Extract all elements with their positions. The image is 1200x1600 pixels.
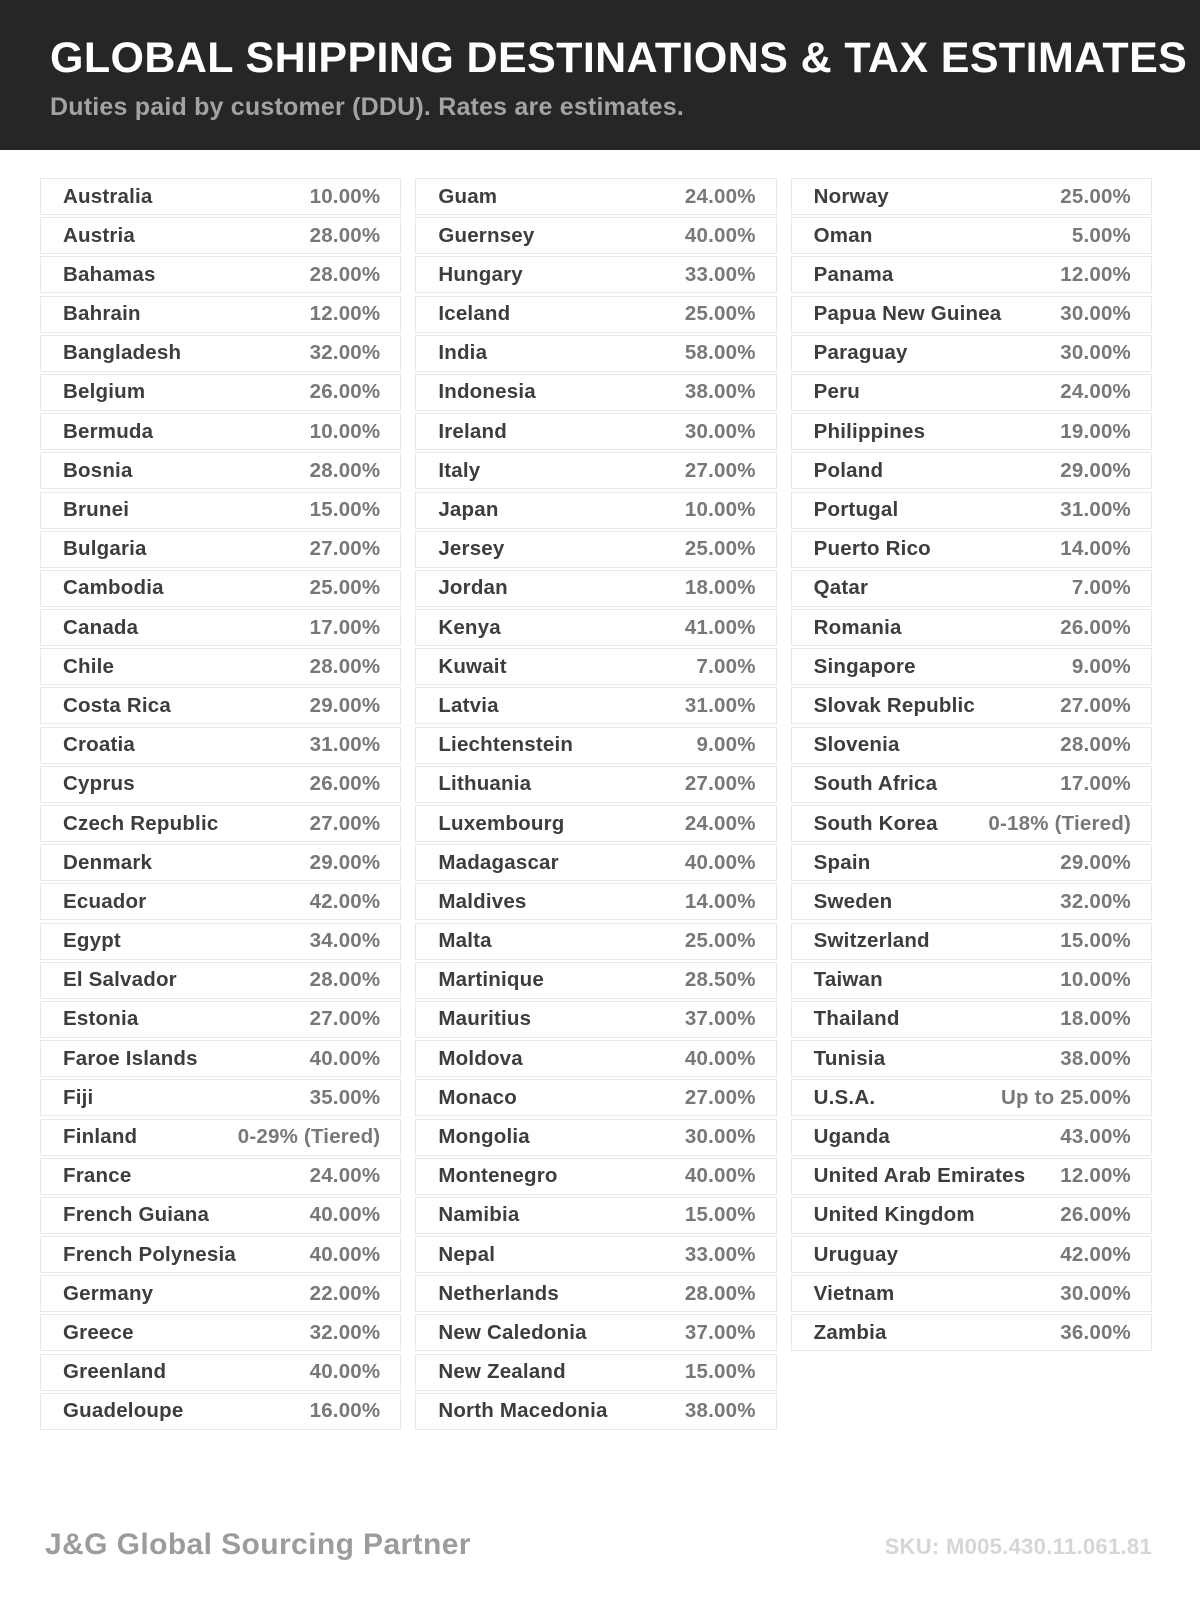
country-name: Madagascar (438, 850, 559, 874)
rate-row (40, 844, 401, 881)
country-name: Papua New Guinea (813, 302, 1002, 326)
tax-rate: 15.00% (309, 498, 381, 521)
tax-rate: 40.00% (309, 1046, 381, 1070)
tax-rate: 15.00% (684, 1360, 756, 1384)
tax-rate: 14.00% (684, 889, 756, 913)
rates-table (40, 178, 1152, 1430)
rate-row (791, 844, 1152, 881)
tax-rate: 25.00% (309, 576, 381, 600)
tax-rate: 10.00% (1060, 968, 1131, 992)
rate-row (40, 648, 401, 685)
country-name: Slovak Republic (813, 693, 976, 717)
tax-rate: 29.00% (1060, 850, 1131, 874)
rate-row (791, 374, 1152, 411)
country-name: France (63, 1164, 132, 1188)
tax-rate: 28.00% (309, 262, 381, 286)
country-name: Puerto Rico (813, 537, 931, 561)
country-name: Guernsey (438, 223, 535, 247)
tax-rate: 26.00% (1060, 1203, 1131, 1227)
tax-rate: 40.00% (684, 1164, 756, 1188)
page-title: GLOBAL SHIPPING DESTINATIONS & TAX ESTIMATES (50, 34, 1188, 82)
country-name: Austria (63, 223, 136, 247)
tax-rate: 29.00% (309, 850, 381, 874)
country-name: Sweden (813, 889, 893, 913)
rate-row (415, 531, 776, 568)
tax-rate: 42.00% (309, 889, 381, 913)
rate-row (415, 1001, 776, 1038)
tax-rate: 42.00% (1060, 1242, 1131, 1266)
country-name: Slovenia (813, 733, 900, 757)
country-name: South Korea (813, 811, 938, 835)
country-name: Japan (438, 498, 499, 521)
tax-rate: 24.00% (309, 1164, 381, 1188)
rate-row (415, 452, 776, 489)
tax-rate: 31.00% (309, 733, 381, 757)
country-name: Tunisia (813, 1046, 886, 1070)
country-name: Zambia (813, 1320, 887, 1344)
rate-row (415, 648, 776, 685)
rate-row (40, 727, 401, 764)
country-name: Uruguay (813, 1242, 899, 1266)
rate-row (40, 805, 401, 842)
tax-rate: 15.00% (1060, 929, 1131, 953)
brand-name: J&G Global Sourcing Partner (45, 1528, 471, 1561)
rate-row (791, 1158, 1152, 1195)
country-name: Poland (813, 458, 884, 482)
rate-row (791, 1236, 1152, 1273)
tax-rate: 27.00% (684, 1085, 756, 1109)
sku-label: SKU: M005.430.11.061.81 (884, 1534, 1152, 1559)
country-name: Guadeloupe (63, 1399, 184, 1423)
country-name: Liechtenstein (438, 733, 574, 757)
country-name: U.S.A. (813, 1085, 876, 1109)
country-name: Moldova (438, 1046, 523, 1070)
tax-rate: 32.00% (1060, 889, 1131, 913)
rate-row (415, 335, 776, 372)
country-name: Germany (63, 1281, 154, 1305)
country-name: Italy (438, 458, 481, 482)
tax-rate: 28.00% (309, 223, 381, 247)
tax-rate: 12.00% (1060, 262, 1131, 286)
rate-row (40, 1158, 401, 1195)
tax-rate: 9.00% (1071, 654, 1131, 678)
rate-row (791, 1197, 1152, 1234)
country-name: Paraguay (813, 341, 908, 365)
country-name: Jersey (438, 537, 505, 561)
footer (45, 1528, 1152, 1562)
country-name: Bulgaria (63, 537, 147, 561)
rate-row (40, 1040, 401, 1077)
tax-rate: 12.00% (309, 302, 381, 326)
tax-rate: 28.00% (1060, 733, 1131, 757)
rate-row (415, 766, 776, 803)
rate-row (40, 609, 401, 646)
country-name: New Zealand (438, 1360, 566, 1384)
country-name: Faroe Islands (63, 1046, 198, 1070)
rate-row (791, 531, 1152, 568)
tax-rate: 27.00% (309, 811, 381, 835)
country-name: Oman (813, 223, 873, 247)
rate-row (415, 570, 776, 607)
rate-row (791, 1040, 1152, 1077)
country-name: El Salvador (63, 968, 177, 992)
country-name: Philippines (813, 419, 926, 443)
rate-row (40, 296, 401, 333)
tax-rate: 10.00% (309, 184, 381, 208)
rate-row (415, 727, 776, 764)
tax-rate: 10.00% (684, 498, 756, 521)
tax-rate: 25.00% (1060, 184, 1131, 208)
tax-rate: 7.00% (696, 654, 756, 678)
tax-rate: 0-29% (Tiered) (237, 1125, 381, 1148)
tax-rate: 40.00% (309, 1242, 381, 1266)
tax-rate: 28.00% (309, 458, 381, 482)
tax-rate: 5.00% (1071, 223, 1131, 247)
tax-rate: 29.00% (1060, 458, 1131, 482)
country-name: Denmark (63, 850, 153, 874)
country-name: Indonesia (438, 380, 536, 404)
header-banner (0, 0, 1200, 150)
tax-rate: 38.00% (684, 380, 756, 404)
country-name: Uganda (813, 1125, 891, 1148)
rate-row (40, 766, 401, 803)
country-name: French Guiana (63, 1203, 210, 1227)
country-name: Spain (813, 850, 871, 874)
tax-rate: 17.00% (1060, 772, 1131, 796)
rate-row (415, 923, 776, 960)
country-name: Canada (63, 615, 139, 639)
rate-row (791, 923, 1152, 960)
tax-rate: 12.00% (1060, 1164, 1131, 1188)
country-name: Norway (813, 184, 889, 208)
rate-row (40, 1354, 401, 1391)
country-name: Ireland (438, 419, 507, 443)
rate-row (415, 1314, 776, 1351)
rate-row (415, 1197, 776, 1234)
rate-row (40, 1197, 401, 1234)
country-name: Croatia (63, 733, 136, 757)
tax-rate: 58.00% (684, 341, 756, 365)
tax-rate: 36.00% (1060, 1320, 1131, 1344)
rate-row (791, 217, 1152, 254)
rate-row (40, 570, 401, 607)
rate-row (415, 1119, 776, 1156)
rate-row (40, 1119, 401, 1156)
rate-row (40, 1236, 401, 1273)
country-name: Switzerland (813, 929, 930, 953)
rate-row (791, 452, 1152, 489)
country-name: Cambodia (63, 576, 164, 600)
country-name: Greenland (63, 1360, 167, 1384)
rate-row (415, 844, 776, 881)
rate-row (415, 1158, 776, 1195)
tax-rate: 30.00% (1060, 341, 1131, 365)
rate-row (791, 766, 1152, 803)
tax-rate: 40.00% (684, 223, 756, 247)
country-name: Latvia (438, 693, 499, 717)
rate-row (415, 413, 776, 450)
country-name: Jordan (438, 576, 508, 600)
rate-row (415, 609, 776, 646)
rate-row (791, 492, 1152, 529)
tax-rate: 22.00% (309, 1281, 381, 1305)
tax-rate: 37.00% (684, 1007, 756, 1031)
rate-row (415, 256, 776, 293)
tax-rate: 30.00% (684, 1125, 756, 1148)
country-name: Vietnam (813, 1281, 895, 1305)
tax-rate: 38.00% (684, 1399, 756, 1423)
tax-rate: 33.00% (684, 262, 756, 286)
rate-row (415, 492, 776, 529)
rate-row (791, 1001, 1152, 1038)
country-name: Finland (63, 1125, 138, 1148)
rate-row (415, 1040, 776, 1077)
rate-row (40, 178, 401, 215)
rate-row (791, 687, 1152, 724)
country-name: Bahrain (63, 302, 141, 326)
rate-row (40, 1393, 401, 1430)
country-name: Brunei (63, 498, 130, 521)
tax-rate: 24.00% (684, 184, 756, 208)
country-name: Panama (813, 262, 894, 286)
country-name: India (438, 341, 488, 365)
rate-row (791, 1275, 1152, 1312)
tax-rate: 25.00% (684, 537, 756, 561)
country-name: Costa Rica (63, 693, 171, 717)
tax-rate: 40.00% (684, 850, 756, 874)
tax-rate: 27.00% (684, 458, 756, 482)
rate-row (40, 687, 401, 724)
country-name: Fiji (63, 1085, 94, 1109)
country-name: Martinique (438, 968, 544, 992)
tax-rate: 32.00% (309, 341, 381, 365)
rate-row (791, 296, 1152, 333)
country-name: Estonia (63, 1007, 139, 1031)
country-name: French Polynesia (63, 1242, 236, 1266)
country-name: Maldives (438, 889, 527, 913)
rate-row (40, 883, 401, 920)
country-name: Bermuda (63, 419, 154, 443)
tax-rate: 27.00% (309, 1007, 381, 1031)
country-name: Hungary (438, 262, 523, 286)
tax-rate: 40.00% (309, 1203, 381, 1227)
rate-row (791, 335, 1152, 372)
tax-rate: 28.00% (309, 654, 381, 678)
tax-rate: 40.00% (309, 1360, 381, 1384)
country-name: Namibia (438, 1203, 520, 1227)
country-name: Netherlands (438, 1281, 560, 1305)
tax-rate: 16.00% (309, 1399, 381, 1423)
tax-rate: 43.00% (1060, 1125, 1131, 1148)
country-name: Egypt (63, 929, 121, 953)
tax-rate: 37.00% (684, 1320, 756, 1344)
tax-rate: 31.00% (684, 693, 756, 717)
tax-rate: 28.50% (684, 968, 756, 992)
rate-row (791, 805, 1152, 842)
rate-row (791, 413, 1152, 450)
country-name: Lithuania (438, 772, 532, 796)
rate-row (415, 883, 776, 920)
tax-rate: 38.00% (1060, 1046, 1131, 1070)
tax-rate: 7.00% (1071, 576, 1131, 600)
country-name: Bosnia (63, 458, 133, 482)
country-name: Portugal (813, 498, 899, 521)
country-name: Romania (813, 615, 902, 639)
tax-rate: 33.00% (684, 1242, 756, 1266)
rate-row (40, 217, 401, 254)
rate-row (415, 1236, 776, 1273)
rates-column-2 (415, 178, 776, 1430)
country-name: Greece (63, 1320, 134, 1344)
rate-row (415, 962, 776, 999)
country-name: Qatar (813, 576, 869, 600)
rate-row (415, 178, 776, 215)
country-name: South Africa (813, 772, 938, 796)
country-name: Cyprus (63, 772, 135, 796)
rate-row (40, 1001, 401, 1038)
country-name: Taiwan (813, 968, 883, 992)
country-name: Bangladesh (63, 341, 182, 365)
country-name: Mongolia (438, 1125, 530, 1148)
rate-row (415, 1275, 776, 1312)
tax-rate: 27.00% (309, 537, 381, 561)
rate-row (40, 1275, 401, 1312)
country-name: Singapore (813, 654, 916, 678)
rate-row (40, 413, 401, 450)
rate-row (791, 1314, 1152, 1351)
country-name: Nepal (438, 1242, 496, 1266)
country-name: Kenya (438, 615, 501, 639)
country-name: Thailand (813, 1007, 900, 1031)
rate-row (791, 727, 1152, 764)
tax-rate: 17.00% (309, 615, 381, 639)
tax-rate: 40.00% (684, 1046, 756, 1070)
rate-row (791, 648, 1152, 685)
country-name: Monaco (438, 1085, 517, 1109)
country-name: Czech Republic (63, 811, 219, 835)
rate-row (791, 1079, 1152, 1116)
country-name: Iceland (438, 302, 511, 326)
country-name: Kuwait (438, 654, 507, 678)
rate-row (791, 883, 1152, 920)
tax-rate: 26.00% (1060, 615, 1131, 639)
country-name: United Kingdom (813, 1203, 975, 1227)
country-name: Belgium (63, 380, 146, 404)
tax-rate: 26.00% (309, 380, 381, 404)
rate-row (40, 256, 401, 293)
country-name: North Macedonia (438, 1399, 608, 1423)
tax-rate: 28.00% (309, 968, 381, 992)
country-name: Malta (438, 929, 492, 953)
tax-rate: 25.00% (684, 302, 756, 326)
tax-rate: 35.00% (309, 1085, 381, 1109)
tax-rate: 30.00% (1060, 302, 1131, 326)
tax-rate: 41.00% (684, 615, 756, 639)
tax-rate: 34.00% (309, 929, 381, 953)
tax-rate: 18.00% (684, 576, 756, 600)
country-name: New Caledonia (438, 1320, 587, 1344)
rate-row (40, 374, 401, 411)
rate-row (791, 609, 1152, 646)
rate-row (791, 570, 1152, 607)
tax-rate: 14.00% (1060, 537, 1131, 561)
rate-row (415, 805, 776, 842)
rate-row (415, 1354, 776, 1391)
tax-rate: 30.00% (1060, 1281, 1131, 1305)
tax-rate: 31.00% (1060, 498, 1131, 521)
rate-row (40, 531, 401, 568)
country-name: Australia (63, 184, 153, 208)
tax-rate: 0-18% (Tiered) (988, 811, 1131, 835)
page-subtitle: Duties paid by customer (DDU). Rates are estimates. (50, 93, 685, 122)
rate-row (40, 1314, 401, 1351)
rate-row (40, 335, 401, 372)
rate-row (791, 1119, 1152, 1156)
tax-rate: 30.00% (684, 419, 756, 443)
tax-rate: 32.00% (309, 1320, 381, 1344)
rates-column-1 (40, 178, 401, 1430)
rate-row (40, 923, 401, 960)
tax-rate: 29.00% (309, 693, 381, 717)
tax-rate: 24.00% (684, 811, 756, 835)
rate-row (415, 1079, 776, 1116)
rate-row (40, 1079, 401, 1116)
rate-row (791, 178, 1152, 215)
country-name: Peru (813, 380, 861, 404)
country-name: Luxembourg (438, 811, 565, 835)
tax-rate: 9.00% (696, 733, 756, 757)
tax-rate: 27.00% (1060, 693, 1131, 717)
rate-row (40, 962, 401, 999)
tax-rate: 26.00% (309, 772, 381, 796)
tax-rate: 28.00% (684, 1281, 756, 1305)
tax-rate: 24.00% (1060, 380, 1131, 404)
rate-row (40, 452, 401, 489)
country-name: Guam (438, 184, 498, 208)
country-name: United Arab Emirates (813, 1164, 1026, 1188)
tax-rate: 27.00% (684, 772, 756, 796)
rate-row (415, 374, 776, 411)
country-name: Chile (63, 654, 115, 678)
rate-row (415, 1393, 776, 1430)
country-name: Montenegro (438, 1164, 558, 1188)
rate-row (791, 962, 1152, 999)
tax-rate: Up to 25.00% (1000, 1085, 1131, 1109)
rate-row (791, 256, 1152, 293)
rate-row (415, 296, 776, 333)
country-name: Mauritius (438, 1007, 532, 1031)
rate-row (415, 687, 776, 724)
country-name: Ecuador (63, 889, 147, 913)
country-name: Bahamas (63, 262, 156, 286)
rate-row (40, 492, 401, 529)
rate-row (415, 217, 776, 254)
tax-rate: 15.00% (684, 1203, 756, 1227)
tax-rate: 10.00% (309, 419, 381, 443)
tax-rate: 19.00% (1060, 419, 1131, 443)
tax-rate: 25.00% (684, 929, 756, 953)
tax-rate: 18.00% (1060, 1007, 1131, 1031)
rates-column-3 (791, 178, 1152, 1430)
